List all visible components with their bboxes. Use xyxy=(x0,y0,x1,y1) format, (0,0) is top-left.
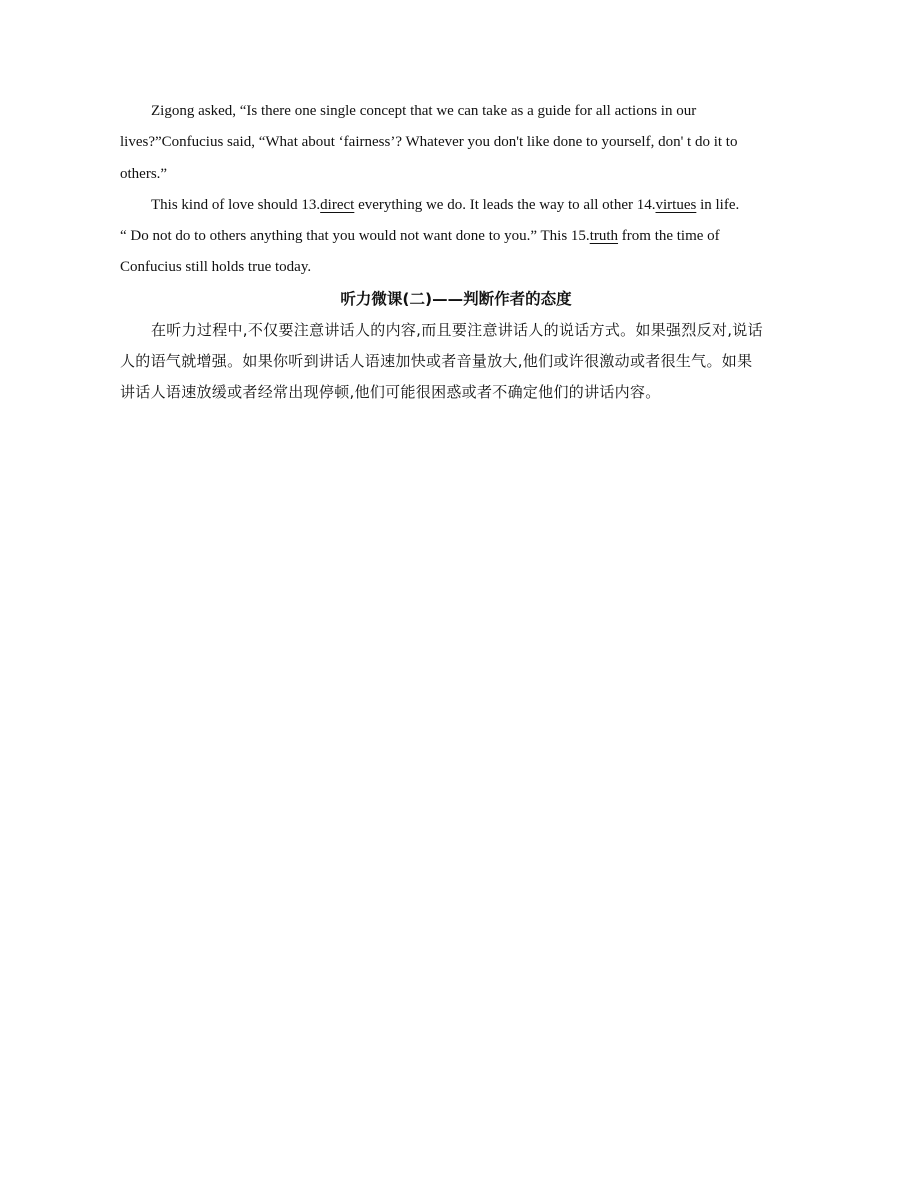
answer-blank-13: direct xyxy=(320,196,355,213)
passage-text: This kind of love should 13. xyxy=(151,196,321,213)
section-line: 人的语气就增强。如果你听到讲话人语速加快或者音量放大,他们或许很激动或者很生气。如果 xyxy=(120,352,753,371)
passage-line: lives?”Confucius said, “What about ‘fairness’? Whatever you don't like done to yourself, don' t do it to xyxy=(120,134,738,151)
passage-text: from the time of xyxy=(618,228,720,245)
section-line: 讲话人语速放缓或者经常出现停顿,他们可能很困惑或者不确定他们的讲话内容。 xyxy=(120,383,661,402)
document-page xyxy=(120,96,792,409)
passage-text: in life. xyxy=(696,196,740,213)
passage-line: others.” xyxy=(120,165,168,182)
section-line: 在听力过程中,不仅要注意讲话人的内容,而且要注意讲话人的说话方式。如果强烈反对,说话 xyxy=(151,320,763,339)
section-paragraph xyxy=(120,315,792,409)
answer-blank-14: virtues xyxy=(655,196,697,213)
passage-line xyxy=(120,221,792,252)
passage-text: everything we do. It leads the way to all other 14. xyxy=(354,196,656,213)
section-heading: 听力微课(二)——判断作者的态度 xyxy=(340,289,572,308)
passage-line: Confucius still holds true today. xyxy=(120,259,312,276)
passage-text: “ Do not do to others anything that you would not want done to you.” This 15. xyxy=(120,228,590,245)
passage-paragraph-2 xyxy=(120,190,792,284)
answer-blank-15: truth xyxy=(589,228,619,245)
passage-paragraph-1 xyxy=(120,96,792,190)
passage-line: Zigong asked, “Is there one single concept that we can take as a guide for all actions in our xyxy=(151,103,697,119)
passage-line xyxy=(120,190,792,221)
